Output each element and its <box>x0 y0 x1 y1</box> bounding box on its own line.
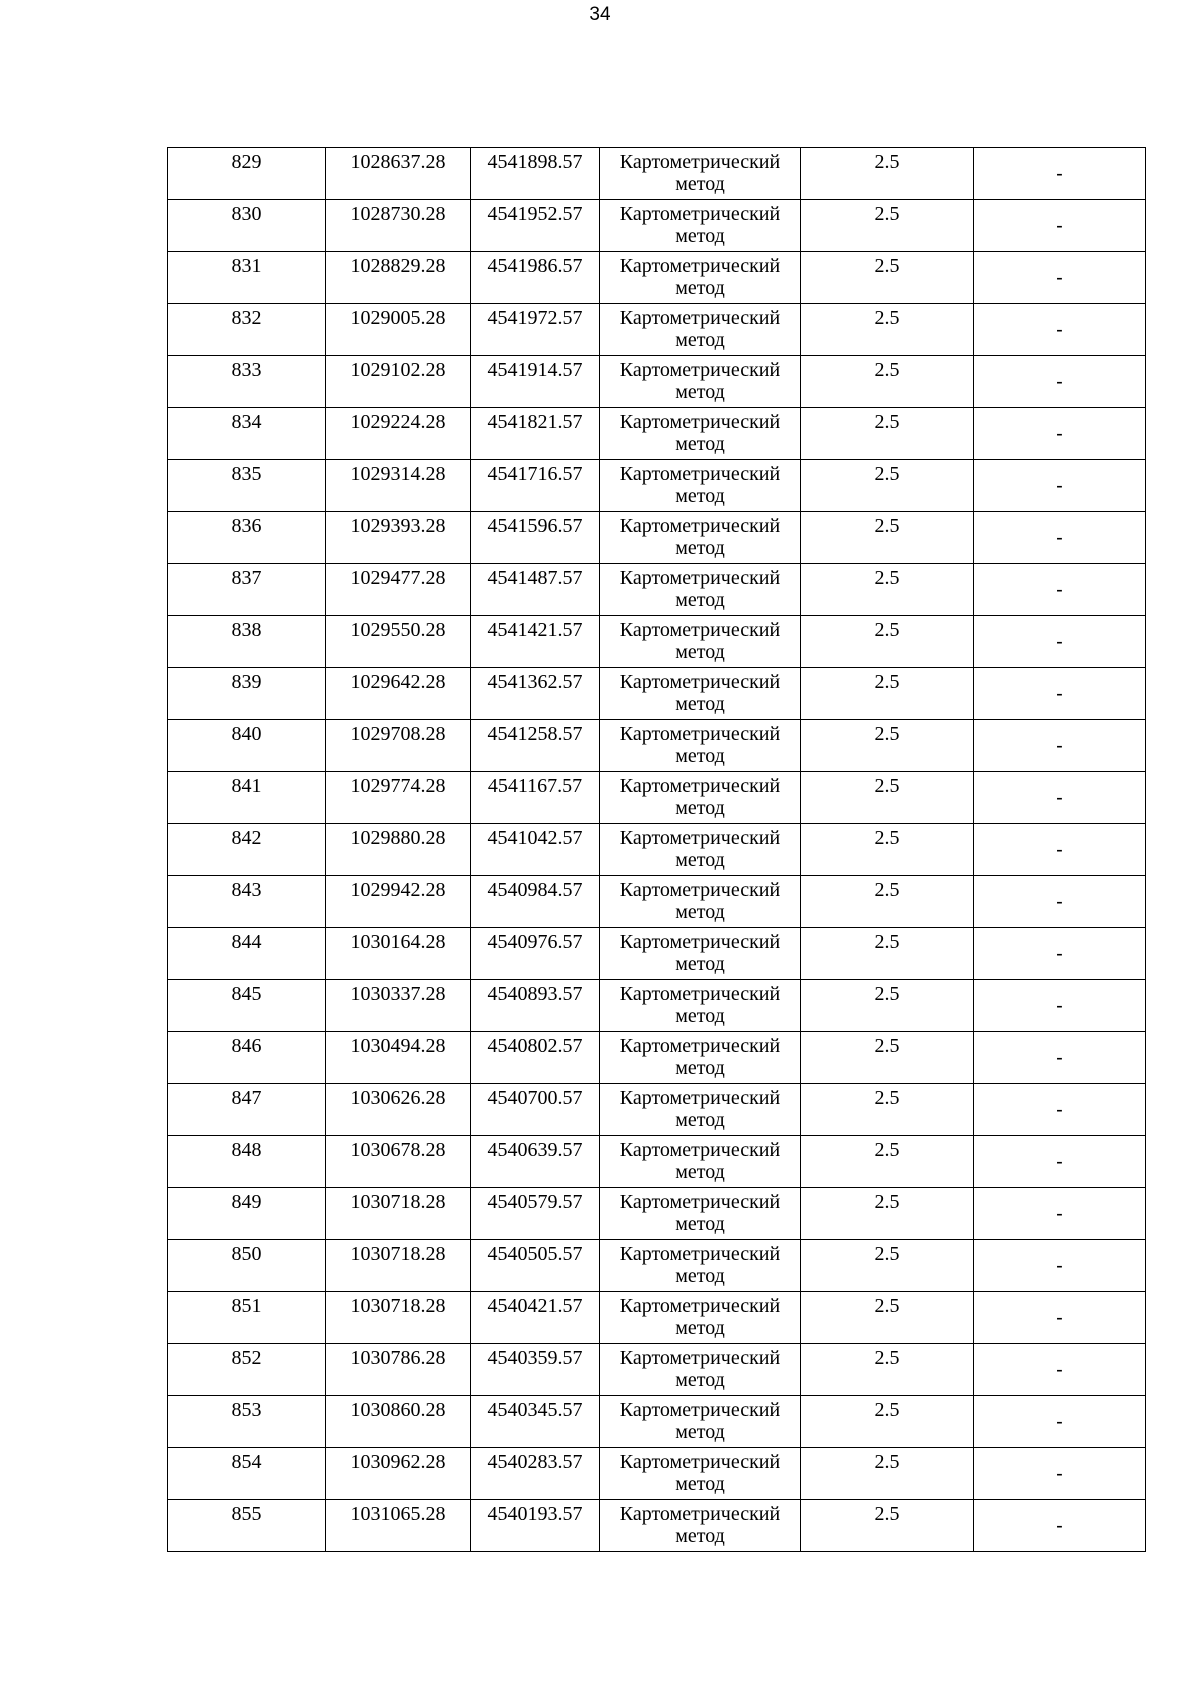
method-line-1: Картометрический <box>619 203 781 225</box>
point-number-cell: 849 <box>168 1188 326 1240</box>
table-row <box>168 1240 1146 1292</box>
method-line-2: метод <box>675 849 725 871</box>
method-line-1: Картометрический <box>619 1295 781 1317</box>
table-row <box>168 1136 1146 1188</box>
table-row <box>168 460 1146 512</box>
method-cell <box>600 200 801 252</box>
accuracy-cell: 2.5 <box>801 304 974 356</box>
point-number-cell: 853 <box>168 1396 326 1448</box>
method-line-2: метод <box>675 1473 725 1495</box>
x-coordinate-cell: 1030626.28 <box>326 1084 471 1136</box>
y-coordinate-cell: 4541898.57 <box>471 148 600 200</box>
x-coordinate-cell: 1030718.28 <box>326 1292 471 1344</box>
method-line-1: Картометрический <box>619 1035 781 1057</box>
accuracy-cell: 2.5 <box>801 356 974 408</box>
note-cell: - <box>974 824 1146 876</box>
accuracy-cell: 2.5 <box>801 1396 974 1448</box>
method-line-2: метод <box>675 901 725 923</box>
x-coordinate-cell: 1029708.28 <box>326 720 471 772</box>
y-coordinate-cell: 4541972.57 <box>471 304 600 356</box>
point-number-cell: 848 <box>168 1136 326 1188</box>
method-line-2: метод <box>675 1265 725 1287</box>
note-cell: - <box>974 1500 1146 1552</box>
point-number-cell: 851 <box>168 1292 326 1344</box>
y-coordinate-cell: 4540893.57 <box>471 980 600 1032</box>
table-row <box>168 408 1146 460</box>
note-cell: - <box>974 876 1146 928</box>
method-line-2: метод <box>675 589 725 611</box>
method-line-1: Картометрический <box>619 775 781 797</box>
note-cell: - <box>974 408 1146 460</box>
method-cell <box>600 720 801 772</box>
method-line-1: Картометрический <box>619 411 781 433</box>
accuracy-cell: 2.5 <box>801 876 974 928</box>
y-coordinate-cell: 4541986.57 <box>471 252 600 304</box>
method-line-1: Картометрический <box>619 567 781 589</box>
y-coordinate-cell: 4540505.57 <box>471 1240 600 1292</box>
point-number-cell: 837 <box>168 564 326 616</box>
point-number-cell: 852 <box>168 1344 326 1396</box>
note-cell: - <box>974 148 1146 200</box>
accuracy-cell: 2.5 <box>801 1500 974 1552</box>
x-coordinate-cell: 1030962.28 <box>326 1448 471 1500</box>
note-cell: - <box>974 1396 1146 1448</box>
point-number-cell: 835 <box>168 460 326 512</box>
x-coordinate-cell: 1029642.28 <box>326 668 471 720</box>
accuracy-cell: 2.5 <box>801 1240 974 1292</box>
method-cell <box>600 408 801 460</box>
accuracy-cell: 2.5 <box>801 460 974 512</box>
method-line-2: метод <box>675 329 725 351</box>
method-line-2: метод <box>675 277 725 299</box>
method-line-1: Картометрический <box>619 359 781 381</box>
table-row <box>168 668 1146 720</box>
method-line-2: метод <box>675 537 725 559</box>
note-cell: - <box>974 356 1146 408</box>
x-coordinate-cell: 1030718.28 <box>326 1188 471 1240</box>
method-cell <box>600 460 801 512</box>
method-cell <box>600 1032 801 1084</box>
table-row <box>168 1032 1146 1084</box>
accuracy-cell: 2.5 <box>801 616 974 668</box>
method-cell <box>600 304 801 356</box>
method-line-1: Картометрический <box>619 1191 781 1213</box>
note-cell: - <box>974 1032 1146 1084</box>
note-cell: - <box>974 1292 1146 1344</box>
point-number-cell: 829 <box>168 148 326 200</box>
method-line-2: метод <box>675 173 725 195</box>
table-row <box>168 1084 1146 1136</box>
method-line-2: метод <box>675 641 725 663</box>
note-cell: - <box>974 1084 1146 1136</box>
method-line-2: метод <box>675 797 725 819</box>
accuracy-cell: 2.5 <box>801 1292 974 1344</box>
method-line-1: Картометрический <box>619 463 781 485</box>
note-cell: - <box>974 512 1146 564</box>
y-coordinate-cell: 4541716.57 <box>471 460 600 512</box>
method-line-1: Картометрический <box>619 619 781 641</box>
method-line-2: метод <box>675 381 725 403</box>
x-coordinate-cell: 1030860.28 <box>326 1396 471 1448</box>
accuracy-cell: 2.5 <box>801 720 974 772</box>
y-coordinate-cell: 4541042.57 <box>471 824 600 876</box>
y-coordinate-cell: 4540359.57 <box>471 1344 600 1396</box>
y-coordinate-cell: 4540639.57 <box>471 1136 600 1188</box>
method-cell <box>600 148 801 200</box>
x-coordinate-cell: 1029314.28 <box>326 460 471 512</box>
table-row <box>168 564 1146 616</box>
table-row <box>168 824 1146 876</box>
method-line-2: метод <box>675 1213 725 1235</box>
y-coordinate-cell: 4540700.57 <box>471 1084 600 1136</box>
table-row <box>168 1292 1146 1344</box>
method-line-2: метод <box>675 953 725 975</box>
table-row <box>168 720 1146 772</box>
note-cell: - <box>974 668 1146 720</box>
table-row <box>168 1448 1146 1500</box>
method-line-1: Картометрический <box>619 879 781 901</box>
point-number-cell: 834 <box>168 408 326 460</box>
note-cell: - <box>974 720 1146 772</box>
note-cell: - <box>974 928 1146 980</box>
point-number-cell: 850 <box>168 1240 326 1292</box>
method-line-2: метод <box>675 433 725 455</box>
point-number-cell: 846 <box>168 1032 326 1084</box>
method-cell <box>600 1344 801 1396</box>
note-cell: - <box>974 1344 1146 1396</box>
method-line-1: Картометрический <box>619 723 781 745</box>
accuracy-cell: 2.5 <box>801 512 974 564</box>
y-coordinate-cell: 4541914.57 <box>471 356 600 408</box>
table-row <box>168 616 1146 668</box>
accuracy-cell: 2.5 <box>801 824 974 876</box>
note-cell: - <box>974 252 1146 304</box>
method-cell <box>600 876 801 928</box>
accuracy-cell: 2.5 <box>801 252 974 304</box>
method-line-2: метод <box>675 485 725 507</box>
x-coordinate-cell: 1029550.28 <box>326 616 471 668</box>
method-line-1: Картометрический <box>619 1347 781 1369</box>
note-cell: - <box>974 616 1146 668</box>
y-coordinate-cell: 4541596.57 <box>471 512 600 564</box>
point-number-cell: 845 <box>168 980 326 1032</box>
method-cell <box>600 1292 801 1344</box>
x-coordinate-cell: 1029880.28 <box>326 824 471 876</box>
accuracy-cell: 2.5 <box>801 564 974 616</box>
y-coordinate-cell: 4541952.57 <box>471 200 600 252</box>
method-line-1: Картометрический <box>619 1243 781 1265</box>
method-line-2: метод <box>675 1109 725 1131</box>
method-cell <box>600 668 801 720</box>
accuracy-cell: 2.5 <box>801 928 974 980</box>
note-cell: - <box>974 1448 1146 1500</box>
accuracy-cell: 2.5 <box>801 1344 974 1396</box>
page-number: 34 <box>589 4 611 25</box>
y-coordinate-cell: 4540283.57 <box>471 1448 600 1500</box>
point-number-cell: 855 <box>168 1500 326 1552</box>
x-coordinate-cell: 1030786.28 <box>326 1344 471 1396</box>
method-cell <box>600 1396 801 1448</box>
x-coordinate-cell: 1030164.28 <box>326 928 471 980</box>
accuracy-cell: 2.5 <box>801 1084 974 1136</box>
table-row <box>168 876 1146 928</box>
x-coordinate-cell: 1030718.28 <box>326 1240 471 1292</box>
method-line-2: метод <box>675 1525 725 1547</box>
x-coordinate-cell: 1030337.28 <box>326 980 471 1032</box>
table-row <box>168 1344 1146 1396</box>
point-number-cell: 838 <box>168 616 326 668</box>
accuracy-cell: 2.5 <box>801 1032 974 1084</box>
y-coordinate-cell: 4540193.57 <box>471 1500 600 1552</box>
point-number-cell: 841 <box>168 772 326 824</box>
accuracy-cell: 2.5 <box>801 1448 974 1500</box>
point-number-cell: 840 <box>168 720 326 772</box>
y-coordinate-cell: 4541362.57 <box>471 668 600 720</box>
point-number-cell: 833 <box>168 356 326 408</box>
table-row <box>168 356 1146 408</box>
table-row <box>168 512 1146 564</box>
coordinates-table-body <box>168 148 1146 1552</box>
method-line-1: Картометрический <box>619 515 781 537</box>
y-coordinate-cell: 4540345.57 <box>471 1396 600 1448</box>
table-row <box>168 252 1146 304</box>
point-number-cell: 842 <box>168 824 326 876</box>
method-line-2: метод <box>675 693 725 715</box>
method-cell <box>600 772 801 824</box>
point-number-cell: 836 <box>168 512 326 564</box>
method-cell <box>600 980 801 1032</box>
x-coordinate-cell: 1030494.28 <box>326 1032 471 1084</box>
y-coordinate-cell: 4541167.57 <box>471 772 600 824</box>
method-cell <box>600 824 801 876</box>
x-coordinate-cell: 1030678.28 <box>326 1136 471 1188</box>
x-coordinate-cell: 1028637.28 <box>326 148 471 200</box>
note-cell: - <box>974 1188 1146 1240</box>
y-coordinate-cell: 4540984.57 <box>471 876 600 928</box>
method-line-1: Картометрический <box>619 983 781 1005</box>
x-coordinate-cell: 1029005.28 <box>326 304 471 356</box>
point-number-cell: 854 <box>168 1448 326 1500</box>
note-cell: - <box>974 1136 1146 1188</box>
method-cell <box>600 616 801 668</box>
method-line-1: Картометрический <box>619 1139 781 1161</box>
table-row <box>168 148 1146 200</box>
method-line-1: Картометрический <box>619 827 781 849</box>
x-coordinate-cell: 1029477.28 <box>326 564 471 616</box>
accuracy-cell: 2.5 <box>801 148 974 200</box>
method-line-2: метод <box>675 1317 725 1339</box>
x-coordinate-cell: 1028829.28 <box>326 252 471 304</box>
method-cell <box>600 1240 801 1292</box>
table-row <box>168 1396 1146 1448</box>
method-line-1: Картометрический <box>619 151 781 173</box>
accuracy-cell: 2.5 <box>801 1136 974 1188</box>
x-coordinate-cell: 1029942.28 <box>326 876 471 928</box>
accuracy-cell: 2.5 <box>801 772 974 824</box>
note-cell: - <box>974 564 1146 616</box>
table-row <box>168 1500 1146 1552</box>
accuracy-cell: 2.5 <box>801 668 974 720</box>
method-line-2: метод <box>675 225 725 247</box>
y-coordinate-cell: 4540802.57 <box>471 1032 600 1084</box>
method-cell <box>600 252 801 304</box>
method-line-1: Картометрический <box>619 1087 781 1109</box>
method-line-1: Картометрический <box>619 1451 781 1473</box>
note-cell: - <box>974 772 1146 824</box>
method-line-1: Картометрический <box>619 1503 781 1525</box>
accuracy-cell: 2.5 <box>801 1188 974 1240</box>
x-coordinate-cell: 1028730.28 <box>326 200 471 252</box>
note-cell: - <box>974 1240 1146 1292</box>
coordinates-table <box>167 147 1146 1552</box>
method-line-2: метод <box>675 1005 725 1027</box>
method-line-1: Картометрический <box>619 1399 781 1421</box>
y-coordinate-cell: 4541258.57 <box>471 720 600 772</box>
accuracy-cell: 2.5 <box>801 408 974 460</box>
note-cell: - <box>974 304 1146 356</box>
point-number-cell: 839 <box>168 668 326 720</box>
method-line-2: метод <box>675 1057 725 1079</box>
method-cell <box>600 1448 801 1500</box>
method-line-2: метод <box>675 745 725 767</box>
accuracy-cell: 2.5 <box>801 980 974 1032</box>
method-cell <box>600 1136 801 1188</box>
method-cell <box>600 564 801 616</box>
y-coordinate-cell: 4541821.57 <box>471 408 600 460</box>
method-line-2: метод <box>675 1369 725 1391</box>
table-row <box>168 772 1146 824</box>
y-coordinate-cell: 4540976.57 <box>471 928 600 980</box>
point-number-cell: 832 <box>168 304 326 356</box>
point-number-cell: 831 <box>168 252 326 304</box>
method-line-1: Картометрический <box>619 671 781 693</box>
table-row <box>168 1188 1146 1240</box>
point-number-cell: 844 <box>168 928 326 980</box>
method-line-2: метод <box>675 1161 725 1183</box>
note-cell: - <box>974 200 1146 252</box>
x-coordinate-cell: 1029102.28 <box>326 356 471 408</box>
point-number-cell: 830 <box>168 200 326 252</box>
note-cell: - <box>974 460 1146 512</box>
method-line-1: Картометрический <box>619 307 781 329</box>
table-row <box>168 980 1146 1032</box>
method-cell <box>600 512 801 564</box>
x-coordinate-cell: 1031065.28 <box>326 1500 471 1552</box>
method-cell <box>600 1188 801 1240</box>
x-coordinate-cell: 1029224.28 <box>326 408 471 460</box>
method-cell <box>600 1084 801 1136</box>
method-cell <box>600 1500 801 1552</box>
table-row <box>168 928 1146 980</box>
point-number-cell: 843 <box>168 876 326 928</box>
table-row <box>168 304 1146 356</box>
method-line-1: Картометрический <box>619 255 781 277</box>
method-line-1: Картометрический <box>619 931 781 953</box>
y-coordinate-cell: 4540421.57 <box>471 1292 600 1344</box>
accuracy-cell: 2.5 <box>801 200 974 252</box>
method-cell <box>600 928 801 980</box>
method-cell <box>600 356 801 408</box>
method-line-2: метод <box>675 1421 725 1443</box>
y-coordinate-cell: 4540579.57 <box>471 1188 600 1240</box>
table-row <box>168 200 1146 252</box>
y-coordinate-cell: 4541487.57 <box>471 564 600 616</box>
y-coordinate-cell: 4541421.57 <box>471 616 600 668</box>
point-number-cell: 847 <box>168 1084 326 1136</box>
note-cell: - <box>974 980 1146 1032</box>
x-coordinate-cell: 1029393.28 <box>326 512 471 564</box>
x-coordinate-cell: 1029774.28 <box>326 772 471 824</box>
